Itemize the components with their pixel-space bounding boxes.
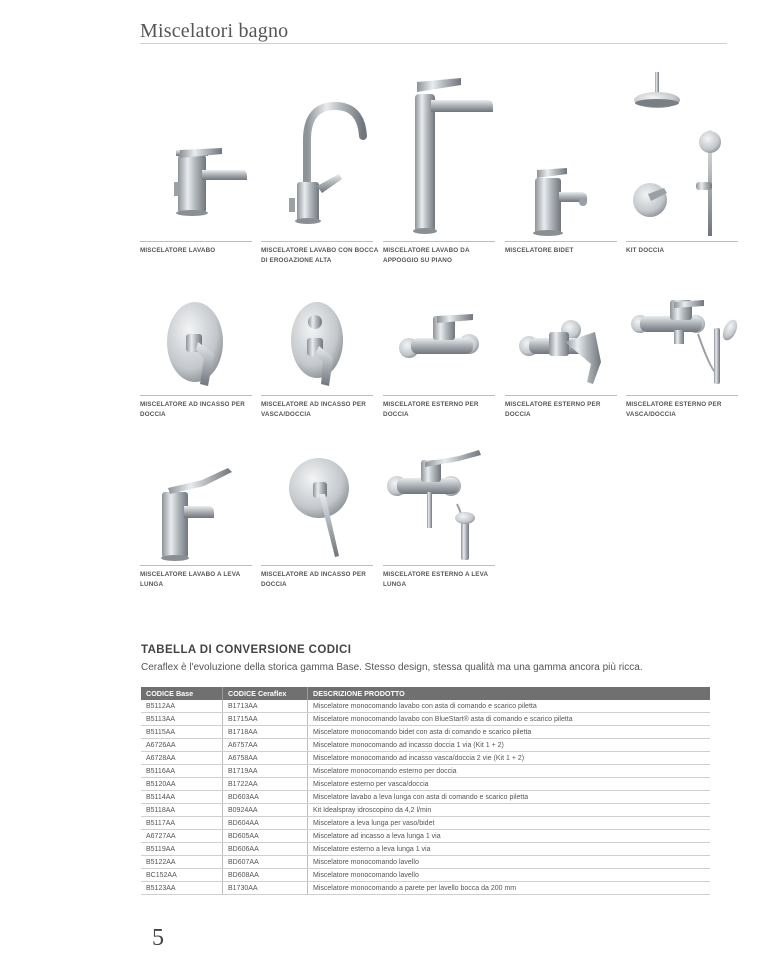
caption-rule <box>261 395 373 396</box>
high-spout-basin-mixer-icon <box>261 70 373 240</box>
caption-rule <box>261 241 373 242</box>
product-caption: MISCELATORE ESTERNO PER DOCCIA <box>505 401 601 418</box>
concealed-shower-mixer-round-icon <box>261 448 373 564</box>
cell-description: Kit Idealspray idroscopino da 4,2 l/min <box>308 804 711 817</box>
cell-ceraflex-code: B1719AA <box>223 765 308 778</box>
cell-ceraflex-code: B1722AA <box>223 778 308 791</box>
header-codice-ceraflex: CODICE Ceraflex <box>223 687 308 700</box>
cell-description: Miscelatore monocomando bidet con asta di comando e scarico piletta <box>308 726 711 739</box>
cell-description: Miscelatore monocomando lavabo con asta di comando e scarico piletta <box>308 700 711 713</box>
table-row <box>141 830 710 843</box>
caption-rule <box>140 565 252 566</box>
shower-kit-icon <box>626 70 738 240</box>
product-caption: MISCELATORE LAVABO DA APPOGGIO SU PIANO <box>383 247 470 264</box>
cell-description: Miscelatore monocomando esterno per doccia <box>308 765 711 778</box>
table-row <box>141 791 710 804</box>
cell-ceraflex-code: BD607AA <box>223 856 308 869</box>
caption-rule <box>505 395 617 396</box>
cell-description: Miscelatore monocomando ad incasso doccia 1 via (Kit 1 + 2) <box>308 739 711 752</box>
table-row <box>141 778 710 791</box>
table-row <box>141 739 710 752</box>
cell-base-code: BC152AA <box>141 869 223 882</box>
table-row <box>141 700 710 713</box>
cell-description: Miscelatore monocomando ad incasso vasca/doccia 2 vie (Kit 1 + 2) <box>308 752 711 765</box>
cell-base-code: B5115AA <box>141 726 223 739</box>
cell-ceraflex-code: BD605AA <box>223 830 308 843</box>
cell-ceraflex-code: A6758AA <box>223 752 308 765</box>
cell-base-code: B5119AA <box>141 843 223 856</box>
concealed-shower-mixer-icon <box>140 294 252 394</box>
product-caption: MISCELATORE ESTERNO A LEVA LUNGA <box>383 571 489 588</box>
product-caption: MISCELATORE ESTERNO PER VASCA/DOCCIA <box>626 401 722 418</box>
cell-description: Miscelatore monocomando lavabo con BlueStart® asta di comando e scarico piletta <box>308 713 711 726</box>
product-caption: MISCELATORE LAVABO A LEVA LUNGA <box>140 571 241 588</box>
cell-ceraflex-code: BD604AA <box>223 817 308 830</box>
product-caption: MISCELATORE ESTERNO PER DOCCIA <box>383 401 479 418</box>
table-row <box>141 713 710 726</box>
product-caption: MISCELATORE AD INCASSO PER DOCCIA <box>261 571 366 588</box>
table-row <box>141 804 710 817</box>
caption-rule <box>140 241 252 242</box>
cell-base-code: A6726AA <box>141 739 223 752</box>
caption-rule <box>261 565 373 566</box>
exposed-bath-shower-mixer-icon <box>626 294 738 394</box>
product-caption: MISCELATORE AD INCASSO PER DOCCIA <box>140 401 245 418</box>
cell-ceraflex-code: BD606AA <box>223 843 308 856</box>
conversion-table <box>141 687 710 895</box>
caption-rule <box>383 395 495 396</box>
caption-rule <box>626 241 738 242</box>
cell-base-code: B5112AA <box>141 700 223 713</box>
long-lever-basin-mixer-icon <box>140 448 252 564</box>
long-lever-exposed-mixer-icon <box>383 448 495 564</box>
basin-mixer-icon <box>140 70 252 240</box>
caption-rule <box>626 395 738 396</box>
caption-rule <box>383 241 495 242</box>
table-header-row <box>141 687 710 700</box>
caption-rule <box>383 565 495 566</box>
cell-ceraflex-code: B1730AA <box>223 882 308 895</box>
cell-description: Miscelatore lavabo a leva lunga con asta di comando e scarico piletta <box>308 791 711 804</box>
cell-ceraflex-code: B1713AA <box>223 700 308 713</box>
table-row <box>141 752 710 765</box>
table-row <box>141 765 710 778</box>
cell-base-code: B5114AA <box>141 791 223 804</box>
header-codice-base: CODICE Base <box>141 687 223 700</box>
product-caption: MISCELATORE AD INCASSO PER VASCA/DOCCIA <box>261 401 366 418</box>
page-number: 5 <box>152 925 164 951</box>
cell-ceraflex-code: A6757AA <box>223 739 308 752</box>
table-row <box>141 817 710 830</box>
table-row <box>141 882 710 895</box>
header-descrizione: DESCRIZIONE PRODOTTO <box>308 687 711 700</box>
cell-ceraflex-code: B1715AA <box>223 713 308 726</box>
cell-description: Miscelatore a leva lunga per vaso/bidet <box>308 817 711 830</box>
cell-description: Miscelatore monocomando lavello <box>308 869 711 882</box>
table-heading: TABELLA DI CONVERSIONE CODICI <box>141 644 352 656</box>
exposed-shower-mixer-alt-icon <box>505 294 617 394</box>
cell-description: Miscelatore esterno a leva lunga 1 via <box>308 843 711 856</box>
table-row <box>141 856 710 869</box>
product-caption: KIT DOCCIA <box>626 247 665 254</box>
bidet-mixer-icon <box>505 70 617 240</box>
title-divider <box>140 43 727 44</box>
product-caption: MISCELATORE LAVABO <box>140 247 216 254</box>
tall-vessel-basin-mixer-icon <box>383 70 495 240</box>
cell-description: Miscelatore esterno per vasca/doccia <box>308 778 711 791</box>
cell-base-code: A6727AA <box>141 830 223 843</box>
table-row <box>141 869 710 882</box>
cell-base-code: A6728AA <box>141 752 223 765</box>
cell-ceraflex-code: BD603AA <box>223 791 308 804</box>
table-row <box>141 726 710 739</box>
cell-base-code: B5120AA <box>141 778 223 791</box>
product-caption: MISCELATORE LAVABO CON BOCCA DI EROGAZIONE ALTA <box>261 247 379 264</box>
cell-base-code: B5118AA <box>141 804 223 817</box>
page-title: Miscelatori bagno <box>140 20 289 42</box>
cell-ceraflex-code: B1718AA <box>223 726 308 739</box>
table-intro: Ceraflex è l'evoluzione della storica gamma Base. Stesso design, stessa qualità ma una gamma ancora più ricca. <box>141 662 643 673</box>
cell-base-code: B5113AA <box>141 713 223 726</box>
cell-base-code: B5123AA <box>141 882 223 895</box>
caption-rule <box>140 395 252 396</box>
table-row <box>141 843 710 856</box>
cell-description: Miscelatore ad incasso a leva lunga 1 via <box>308 830 711 843</box>
cell-base-code: B5122AA <box>141 856 223 869</box>
exposed-shower-mixer-icon <box>383 294 495 394</box>
cell-base-code: B5117AA <box>141 817 223 830</box>
cell-ceraflex-code: B0924AA <box>223 804 308 817</box>
concealed-bath-shower-mixer-icon <box>261 294 373 394</box>
cell-description: Miscelatore monocomando a parete per lavello bocca da 200 mm <box>308 882 711 895</box>
cell-ceraflex-code: BD608AA <box>223 869 308 882</box>
cell-base-code: B5116AA <box>141 765 223 778</box>
product-caption: MISCELATORE BIDET <box>505 247 574 254</box>
cell-description: Miscelatore monocomando lavello <box>308 856 711 869</box>
caption-rule <box>505 241 617 242</box>
